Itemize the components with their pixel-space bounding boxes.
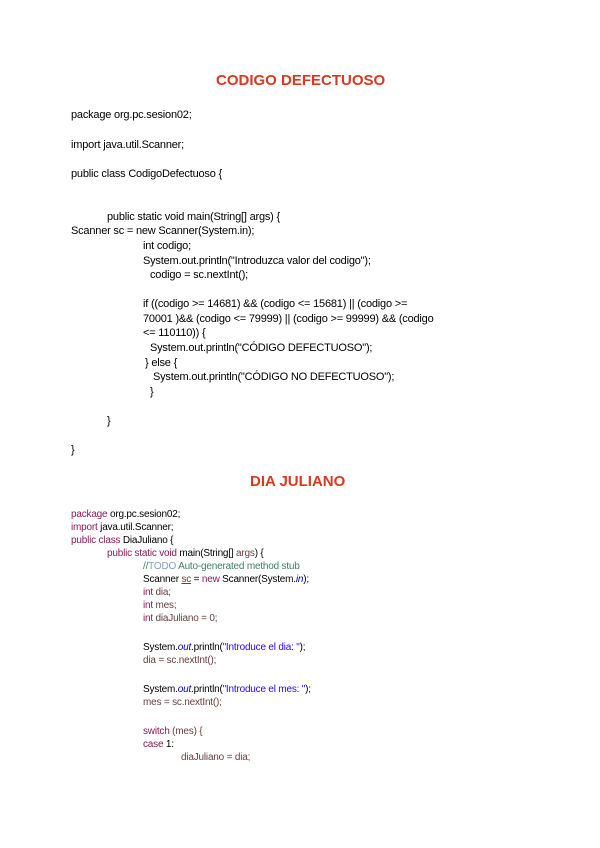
- code-line: [143, 561, 300, 572]
- code-text: main(String[]: [176, 548, 237, 559]
- code-text: DiaJuliano {: [120, 535, 174, 546]
- code-text: );: [299, 642, 306, 653]
- code-text: System.: [143, 684, 178, 695]
- keyword: case: [143, 739, 164, 750]
- code-line: [71, 522, 173, 533]
- code-line: diaJuliano = dia;: [181, 752, 251, 763]
- code-line: [143, 739, 174, 750]
- code-text: System.: [143, 642, 178, 653]
- code-line: [71, 509, 180, 520]
- string-literal: "Introduce el mes: ": [222, 684, 306, 695]
- code-line: [143, 726, 202, 737]
- comment: Auto-generated method stub: [176, 561, 300, 572]
- code-line: [143, 587, 171, 598]
- code-line: mes = sc.nextInt();: [143, 697, 222, 708]
- code-text: org.pc.sesion02;: [107, 509, 181, 520]
- code-line: dia = sc.nextInt();: [143, 655, 217, 666]
- code-line: [71, 535, 173, 546]
- keyword: switch: [143, 726, 170, 737]
- section-title-codigo-defectuoso: CODIGO DEFECTUOSO: [216, 72, 386, 89]
- code-text: ) {: [254, 548, 264, 559]
- code-line: System.out.println("CÓDIGO DEFECTUOSO");: [150, 342, 373, 354]
- code-line: [143, 642, 305, 653]
- code-line: [143, 684, 311, 695]
- comment: //: [143, 561, 149, 572]
- code-line: public class CodigoDefectuoso {: [71, 168, 222, 180]
- code-text: Scanner(System.: [219, 574, 296, 585]
- field: out: [177, 684, 192, 695]
- code-line: [107, 548, 264, 559]
- code-line: [143, 613, 217, 624]
- keyword: new: [201, 574, 220, 585]
- keyword: public class: [71, 535, 121, 546]
- variable: args: [236, 548, 255, 559]
- code-line: }: [150, 386, 154, 398]
- code-line: import java.util.Scanner;: [71, 139, 184, 151]
- code-line: 70001 )&& (codigo <= 79999) || (codigo >= 99999) && (codigo: [143, 313, 434, 325]
- code-line: System.out.println("Introduzca valor del codigo");: [143, 255, 371, 267]
- code-line: <= 110110)) {: [143, 327, 206, 339]
- variable: mes;: [152, 600, 177, 611]
- code-text: );: [303, 574, 309, 585]
- code-text: 1:: [163, 739, 174, 750]
- keyword: public static void: [107, 548, 177, 559]
- todo-tag: TODO: [148, 561, 177, 572]
- code-line: } else {: [145, 357, 178, 369]
- keyword: int: [143, 613, 153, 624]
- code-line: Scanner sc = new Scanner(System.in);: [71, 225, 255, 237]
- code-text: (mes) {: [169, 726, 203, 737]
- code-text: );: [305, 684, 311, 695]
- code-text: .println(: [191, 684, 223, 695]
- keyword: int: [143, 600, 153, 611]
- field: out: [177, 642, 192, 653]
- section-title-dia-juliano: DIA JULIANO: [250, 473, 346, 490]
- code-line: public static void main(String[] args) {: [107, 211, 280, 223]
- code-line: codigo = sc.nextInt();: [150, 269, 249, 281]
- variable: diaJuliano = 0;: [152, 613, 218, 624]
- code-text: =: [191, 574, 202, 585]
- code-text: .println(: [191, 642, 223, 653]
- code-line: if ((codigo >= 14681) && (codigo <= 15681) || (codigo >=: [143, 298, 408, 310]
- code-line: [143, 600, 176, 611]
- code-line: }: [107, 415, 111, 427]
- variable: dia;: [152, 587, 171, 598]
- code-line: int codigo;: [143, 240, 191, 252]
- field: in: [295, 574, 304, 585]
- code-line: [143, 574, 309, 585]
- string-literal: "Introduce el dia: ": [222, 642, 300, 653]
- keyword: int: [143, 587, 153, 598]
- keyword: import: [71, 522, 98, 533]
- code-line: }: [71, 444, 75, 456]
- code-text: java.util.Scanner;: [97, 522, 174, 533]
- code-text: Scanner: [143, 574, 182, 585]
- variable: sc: [181, 574, 192, 585]
- code-line: System.out.println("CÓDIGO NO DEFECTUOSO");: [153, 371, 395, 383]
- keyword: package: [71, 509, 108, 520]
- code-line: package org.pc.sesion02;: [71, 109, 192, 121]
